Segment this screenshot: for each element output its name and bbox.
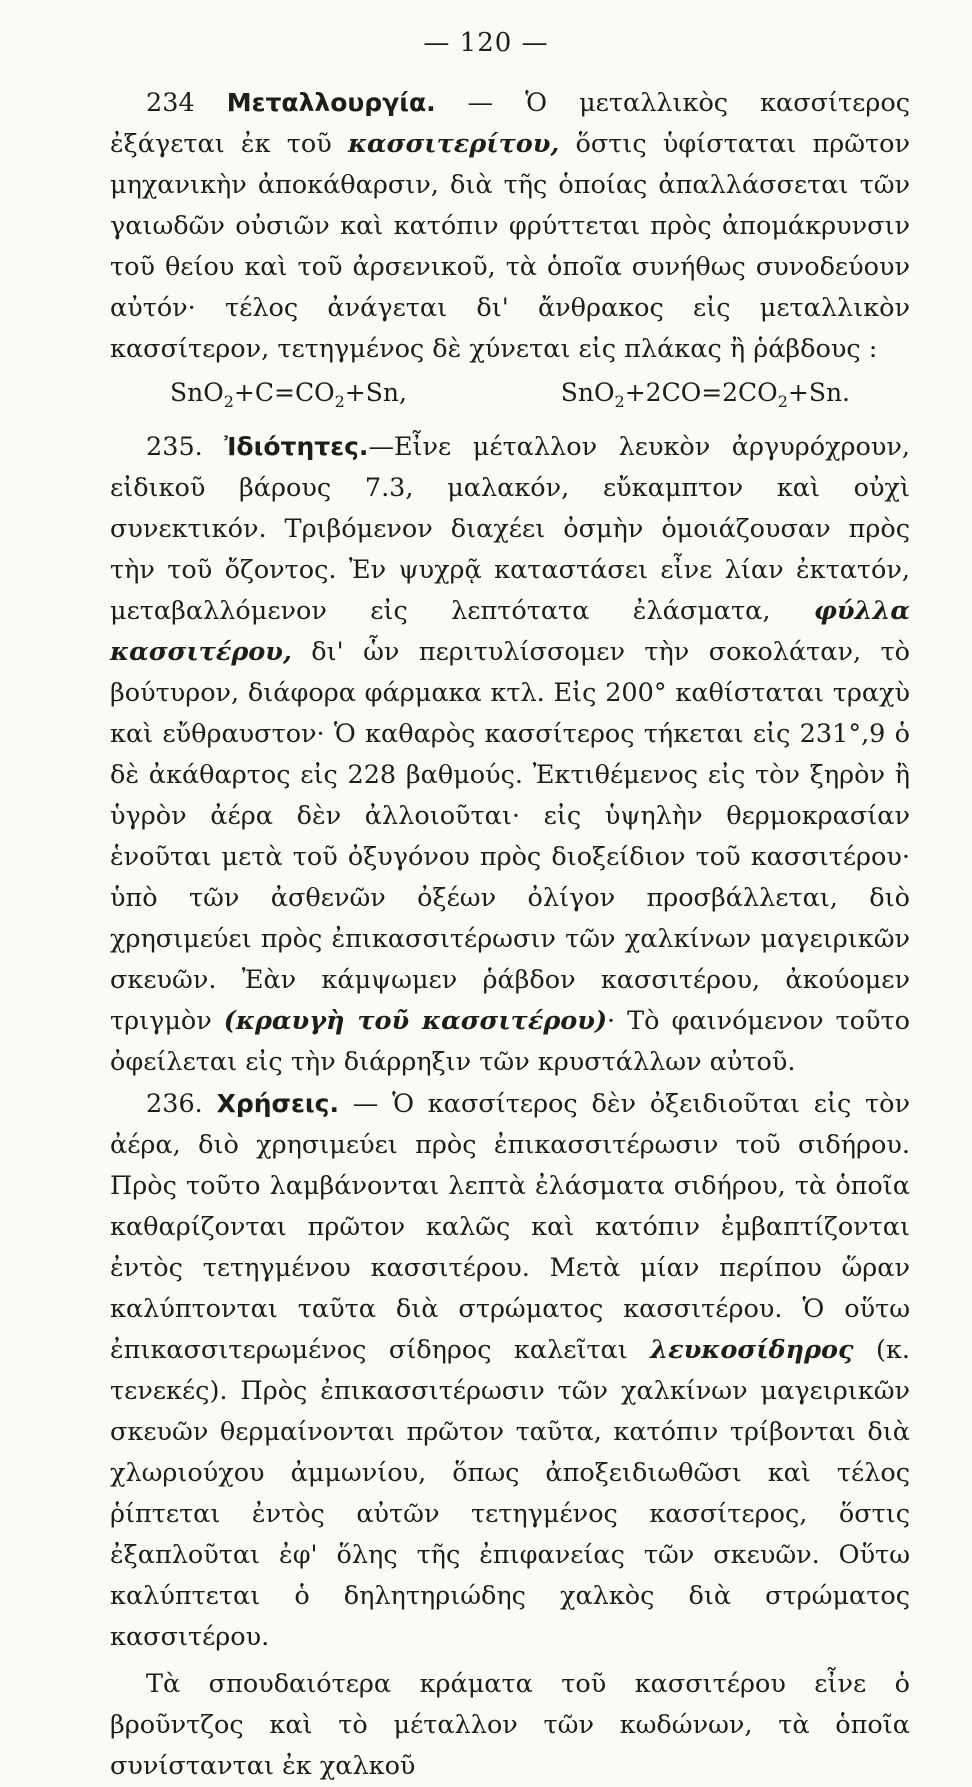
section-text: · Τὸ φαινόμενον τοῦτο ὀφείλεται εἰς τὴν διάρρηξιν τῶν κρυστάλλων αὐτοῦ. — [110, 1006, 910, 1077]
section-title: Μεταλλουργία. — [226, 88, 436, 117]
chemical-equations — [110, 372, 910, 422]
section-number: 236. — [146, 1089, 203, 1119]
section-235 — [110, 426, 910, 1083]
key-term: λευκοσίδηρος — [650, 1335, 854, 1365]
section-number: 235. — [146, 432, 203, 462]
section-text: (κ. τενεκές). Πρὸς ἐπικασσιτέρωσιν τῶν χαλκίνων μαγειρικῶν σκευῶν θερμαίνονται πρῶτον ταῦτα, κατόπιν τρίβονται διὰ χλωριούχου ἀμμωνίου, ὅπως ἀποξειδιωθῶσι καὶ τέλος ῥίπτεται ἐντὸς αὐτῶν τετηγμένος κασσίτερος, ὅστις ἐξαπλοῦται ἐφ' ὅλης τῆς ἐπιφανείας τῶν σκευῶν. Οὕτω καλύπτεται ὁ δηλητηριώδης χαλκὸς διὰ στρώματος κασσιτέρου. — [110, 1335, 910, 1652]
section-title: Χρήσεις. — [216, 1089, 339, 1118]
page-number: — 120 — — [423, 28, 549, 58]
section-text: δι' ὧν περιτυλίσσομεν τὴν σοκολάταν, τὸ βούτυρον, διάφορα φάρμακα κτλ. Εἰς 200° καθίσταται τραχὺ καὶ εὔθραυστον· Ὁ καθαρὸς κασσίτερος τήκεται εἰς 231°,9 ὁ δὲ ἀκάθαρτος εἰς 228 βαθμούς. Ἐκτιθέμενος εἰς τὸν ξηρὸν ἢ ὑγρὸν ἀέρα δὲν ἀλλοιοῦται· εἰς ὑψηλὴν θερμοκρασίαν ἑνοῦται μετὰ τοῦ ὀξυγόνου πρὸς διοξείδιον τοῦ κασσιτέρου· ὑπὸ τῶν ἀσθενῶν ὀξέων ὀλίγον προσβάλλεται, διὸ χρησιμεύει πρὸς ἐπικασσιτέρωσιν τῶν χαλκίνων μαγειρικῶν σκευῶν. Ἐὰν κάμψωμεν ῥάβδον κασσιτέρου, ἀκούομεν τριγμὸν — [110, 637, 910, 1036]
closing-paragraph: Τὰ σπουδαιότερα κράματα τοῦ κασσιτέρου εἶνε ὁ βροῦντζος καὶ τὸ μέταλλον τῶν κωδώνων, τὰ ὁποῖα συνίστανται ἐκ χαλκοῦ — [110, 1669, 910, 1781]
section-236 — [110, 1083, 910, 1658]
section-text: — Ὁ μεταλλικὸς κασσίτερος ἐξάγεται ἐκ τοῦ — [110, 88, 910, 159]
key-term: φύλλα κασσιτέρου, — [110, 596, 910, 667]
key-term: κασσιτερίτου, — [347, 129, 560, 159]
key-term: (κραυγὴ τοῦ κασσιτέρου) — [223, 1006, 608, 1036]
section-title: Ἰδιότητες. — [224, 432, 369, 461]
equation-1: $SnO_2+C=CO_2+Sn$, — [170, 378, 407, 411]
page-body — [110, 82, 910, 1787]
section-number: 234 — [146, 88, 195, 118]
equation-2: $SnO_2+2CO=2CO_2+Sn$. — [560, 378, 850, 411]
section-234 — [110, 82, 910, 370]
section-text: — Ὁ κασσίτερος δὲν ὀξειδιοῦται εἰς τὸν ἀέρα, διὸ χρησιμεύει πρὸς ἐπικασσιτέρωσιν τοῦ σιδήρου. Πρὸς τοῦτο λαμβάνονται λεπτὰ ἐλάσματα σιδήρου, τὰ ὁποῖα καθαρίζονται πρῶτον καλῶς καὶ κατόπιν ἐμβαπτίζονται ἐντὸς τετηγμένου κασσιτέρου. Μετὰ μίαν περίπου ὥραν καλύπτονται ταῦτα διὰ στρώματος κασσιτέρου. Ὁ οὕτω ἐπικασσιτερωμένος σίδηρος καλεῖται — [110, 1089, 910, 1365]
section-text: ὅστις ὑφίσταται πρῶτον μηχανικὴν ἀποκάθαρσιν, διὰ τῆς ὁποίας ἀπαλλάσσεται τῶν γαιωδῶν οὐσιῶν καὶ κατόπιν φρύττεται πρὸς ἀπομάκρυνσιν τοῦ θείου καὶ τοῦ ἀρσενικοῦ, τὰ ὁποῖα συνήθως συνοδεύουν αὐτόν· τέλος ἀνάγεται δι' ἄνθρακος εἰς μεταλλικὸν κασσίτερον, τετηγμένος δὲ χύνεται εἰς πλάκας ἢ ῥάβδους : — [110, 129, 910, 364]
section-text: —Εἶνε μέταλλον λευκὸν ἀργυρόχρουν, εἰδικοῦ βάρους 7.3, μαλακόν, εὔκαμπτον καὶ οὐχὶ συνεκτικόν. Τριβόμενον διαχέει ὀσμὴν ὁμοιάζουσαν πρὸς τὴν τοῦ ὄζοντος. Ἐν ψυχρᾷ καταστάσει εἶνε λίαν ἐκτατόν, μεταβαλλόμενον εἰς λεπτότατα ἐλάσματα, — [110, 432, 910, 626]
